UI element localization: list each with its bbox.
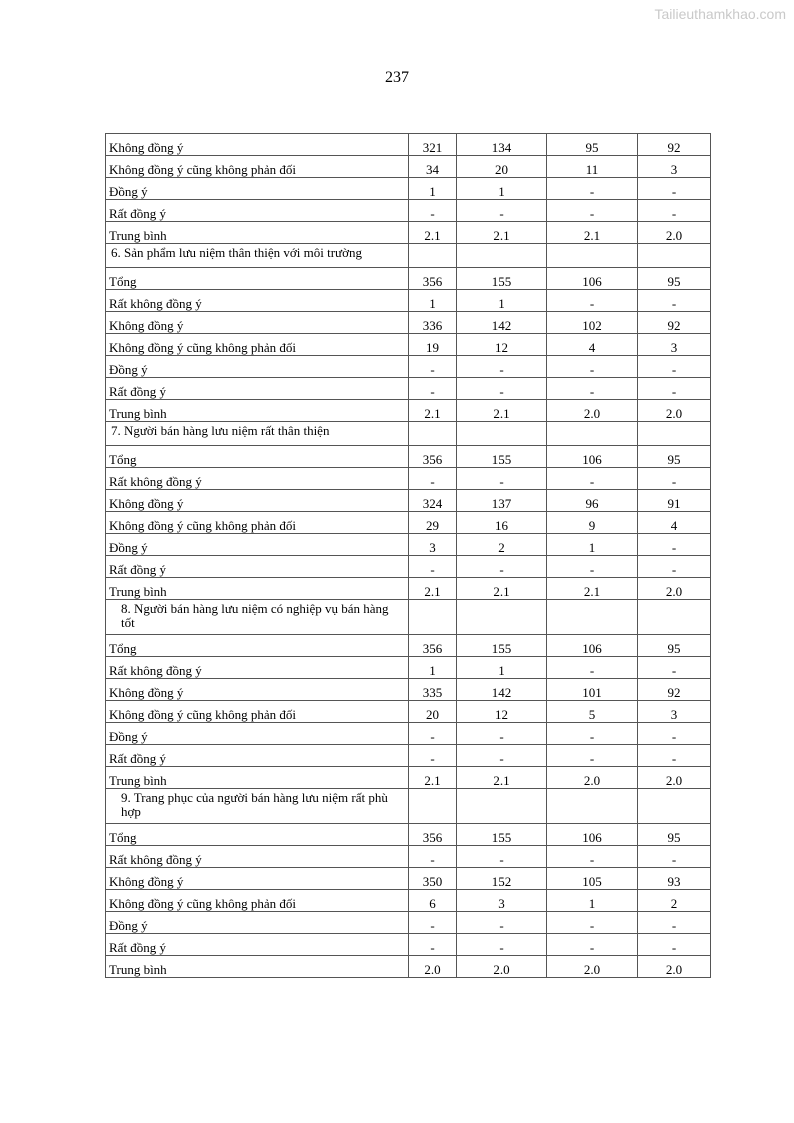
value-cell: 92 bbox=[638, 679, 711, 701]
empty-cell bbox=[547, 789, 638, 824]
empty-cell bbox=[547, 244, 638, 268]
value-cell: 92 bbox=[638, 134, 711, 156]
value-cell: 2 bbox=[457, 534, 547, 556]
value-cell: 106 bbox=[547, 635, 638, 657]
table-row bbox=[106, 134, 711, 156]
value-cell: - bbox=[547, 290, 638, 312]
row-label: Đồng ý bbox=[106, 534, 409, 556]
value-cell: 106 bbox=[547, 268, 638, 290]
value-cell: - bbox=[409, 378, 457, 400]
value-cell: - bbox=[457, 356, 547, 378]
row-label: Rất đồng ý bbox=[106, 934, 409, 956]
value-cell: 155 bbox=[457, 268, 547, 290]
value-cell: 4 bbox=[547, 334, 638, 356]
row-label: Tổng bbox=[106, 635, 409, 657]
table-row bbox=[106, 868, 711, 890]
value-cell: 105 bbox=[547, 868, 638, 890]
table-row bbox=[106, 268, 711, 290]
value-cell: 335 bbox=[409, 679, 457, 701]
row-label: Trung bình bbox=[106, 578, 409, 600]
table-row bbox=[106, 534, 711, 556]
value-cell: 95 bbox=[638, 635, 711, 657]
table-row bbox=[106, 745, 711, 767]
row-label: Trung bình bbox=[106, 956, 409, 978]
table-row bbox=[106, 635, 711, 657]
table-row bbox=[106, 400, 711, 422]
value-cell: 2.0 bbox=[638, 400, 711, 422]
value-cell: 106 bbox=[547, 824, 638, 846]
value-cell: - bbox=[409, 723, 457, 745]
table-row bbox=[106, 156, 711, 178]
value-cell: 155 bbox=[457, 446, 547, 468]
value-cell: 1 bbox=[457, 178, 547, 200]
table-row bbox=[106, 556, 711, 578]
empty-cell bbox=[638, 244, 711, 268]
value-cell: 2.0 bbox=[409, 956, 457, 978]
value-cell: 1 bbox=[409, 657, 457, 679]
value-cell: 1 bbox=[547, 890, 638, 912]
value-cell: 350 bbox=[409, 868, 457, 890]
value-cell: 11 bbox=[547, 156, 638, 178]
row-label: Đồng ý bbox=[106, 356, 409, 378]
value-cell: 3 bbox=[457, 890, 547, 912]
row-label: Rất đồng ý bbox=[106, 556, 409, 578]
empty-cell bbox=[547, 422, 638, 446]
row-label: Trung bình bbox=[106, 222, 409, 244]
value-cell: - bbox=[457, 468, 547, 490]
value-cell: 16 bbox=[457, 512, 547, 534]
value-cell: 155 bbox=[457, 824, 547, 846]
value-cell: - bbox=[638, 468, 711, 490]
row-label: Tổng bbox=[106, 268, 409, 290]
value-cell: - bbox=[457, 723, 547, 745]
row-label: Không đồng ý cũng không phản đối bbox=[106, 334, 409, 356]
table-row bbox=[106, 912, 711, 934]
value-cell: 137 bbox=[457, 490, 547, 512]
value-cell: 2.1 bbox=[547, 222, 638, 244]
value-cell: 2.1 bbox=[457, 578, 547, 600]
value-cell: 2.1 bbox=[409, 400, 457, 422]
value-cell: 95 bbox=[638, 268, 711, 290]
table-row bbox=[106, 846, 711, 868]
value-cell: - bbox=[547, 723, 638, 745]
value-cell: 95 bbox=[638, 824, 711, 846]
value-cell: 2.0 bbox=[638, 222, 711, 244]
row-label: Đồng ý bbox=[106, 178, 409, 200]
empty-cell bbox=[409, 789, 457, 824]
empty-cell bbox=[638, 600, 711, 635]
value-cell: 12 bbox=[457, 701, 547, 723]
value-cell: - bbox=[409, 200, 457, 222]
value-cell: 12 bbox=[457, 334, 547, 356]
table-row bbox=[106, 312, 711, 334]
value-cell: - bbox=[409, 745, 457, 767]
table-row bbox=[106, 701, 711, 723]
value-cell: - bbox=[547, 657, 638, 679]
survey-table bbox=[105, 133, 711, 978]
value-cell: 6 bbox=[409, 890, 457, 912]
empty-cell bbox=[409, 422, 457, 446]
row-label: Không đồng ý cũng không phản đối bbox=[106, 701, 409, 723]
value-cell: 324 bbox=[409, 490, 457, 512]
value-cell: 91 bbox=[638, 490, 711, 512]
value-cell: 321 bbox=[409, 134, 457, 156]
value-cell: - bbox=[547, 934, 638, 956]
value-cell: 2.1 bbox=[457, 222, 547, 244]
value-cell: 2.0 bbox=[547, 956, 638, 978]
row-label: Rất đồng ý bbox=[106, 200, 409, 222]
table-row bbox=[106, 890, 711, 912]
value-cell: - bbox=[547, 356, 638, 378]
page-number: 237 bbox=[385, 69, 409, 86]
value-cell: - bbox=[638, 657, 711, 679]
value-cell: - bbox=[409, 912, 457, 934]
value-cell: 2.0 bbox=[457, 956, 547, 978]
value-cell: 142 bbox=[457, 679, 547, 701]
value-cell: 152 bbox=[457, 868, 547, 890]
section-title: 9. Trang phục của người bán hàng lưu niệm rất phù hợp bbox=[106, 789, 409, 824]
table-row bbox=[106, 578, 711, 600]
row-label: Rất đồng ý bbox=[106, 378, 409, 400]
value-cell: 1 bbox=[457, 290, 547, 312]
value-cell: - bbox=[547, 912, 638, 934]
table-row bbox=[106, 723, 711, 745]
section-title: 7. Người bán hàng lưu niệm rất thân thiện bbox=[106, 422, 409, 446]
value-cell: 2.1 bbox=[409, 767, 457, 789]
row-label: Rất đồng ý bbox=[106, 745, 409, 767]
empty-cell bbox=[457, 600, 547, 635]
table-row bbox=[106, 178, 711, 200]
value-cell: 106 bbox=[547, 446, 638, 468]
value-cell: - bbox=[547, 556, 638, 578]
value-cell: 34 bbox=[409, 156, 457, 178]
row-label: Tổng bbox=[106, 446, 409, 468]
value-cell: 2.0 bbox=[638, 578, 711, 600]
value-cell: 155 bbox=[457, 635, 547, 657]
value-cell: 9 bbox=[547, 512, 638, 534]
table-row bbox=[106, 334, 711, 356]
value-cell: - bbox=[457, 200, 547, 222]
row-label: Không đồng ý bbox=[106, 312, 409, 334]
table-row bbox=[106, 679, 711, 701]
empty-cell bbox=[457, 422, 547, 446]
empty-cell bbox=[457, 789, 547, 824]
value-cell: 1 bbox=[547, 534, 638, 556]
value-cell: 2.0 bbox=[638, 956, 711, 978]
value-cell: 20 bbox=[457, 156, 547, 178]
table-row bbox=[106, 824, 711, 846]
row-label: Rất không đồng ý bbox=[106, 657, 409, 679]
value-cell: - bbox=[638, 912, 711, 934]
table-row bbox=[106, 290, 711, 312]
value-cell: 134 bbox=[457, 134, 547, 156]
value-cell: 1 bbox=[409, 178, 457, 200]
value-cell: - bbox=[457, 912, 547, 934]
section-title: 8. Người bán hàng lưu niệm có nghiệp vụ bán hàng tốt bbox=[106, 600, 409, 635]
row-label: Không đồng ý bbox=[106, 679, 409, 701]
value-cell: - bbox=[547, 846, 638, 868]
value-cell: 2.0 bbox=[547, 400, 638, 422]
section-header-row bbox=[106, 600, 711, 635]
value-cell: - bbox=[409, 468, 457, 490]
value-cell: 20 bbox=[409, 701, 457, 723]
value-cell: 1 bbox=[409, 290, 457, 312]
table-row bbox=[106, 934, 711, 956]
value-cell: - bbox=[638, 356, 711, 378]
row-label: Không đồng ý bbox=[106, 490, 409, 512]
value-cell: 2.0 bbox=[638, 767, 711, 789]
table-row bbox=[106, 490, 711, 512]
value-cell: - bbox=[547, 178, 638, 200]
value-cell: - bbox=[409, 934, 457, 956]
value-cell: - bbox=[547, 200, 638, 222]
table-row bbox=[106, 657, 711, 679]
table-row bbox=[106, 468, 711, 490]
table-row bbox=[106, 200, 711, 222]
value-cell: 2.1 bbox=[457, 767, 547, 789]
empty-cell bbox=[638, 422, 711, 446]
value-cell: 3 bbox=[409, 534, 457, 556]
value-cell: 1 bbox=[457, 657, 547, 679]
value-cell: 92 bbox=[638, 312, 711, 334]
value-cell: 93 bbox=[638, 868, 711, 890]
value-cell: 142 bbox=[457, 312, 547, 334]
value-cell: - bbox=[638, 378, 711, 400]
section-header-row bbox=[106, 422, 711, 446]
value-cell: - bbox=[638, 723, 711, 745]
table-row bbox=[106, 512, 711, 534]
table-row bbox=[106, 956, 711, 978]
watermark: Tailieuthamkhao.com bbox=[654, 6, 786, 22]
value-cell: 3 bbox=[638, 334, 711, 356]
value-cell: - bbox=[409, 356, 457, 378]
value-cell: 29 bbox=[409, 512, 457, 534]
value-cell: 95 bbox=[638, 446, 711, 468]
value-cell: - bbox=[638, 745, 711, 767]
value-cell: - bbox=[638, 556, 711, 578]
value-cell: 356 bbox=[409, 446, 457, 468]
value-cell: - bbox=[638, 846, 711, 868]
value-cell: 2.1 bbox=[409, 578, 457, 600]
empty-cell bbox=[457, 244, 547, 268]
value-cell: 2.0 bbox=[547, 767, 638, 789]
value-cell: - bbox=[638, 200, 711, 222]
row-label: Tổng bbox=[106, 824, 409, 846]
value-cell: - bbox=[638, 290, 711, 312]
value-cell: 356 bbox=[409, 635, 457, 657]
survey-table-body bbox=[106, 134, 711, 978]
value-cell: - bbox=[457, 378, 547, 400]
value-cell: - bbox=[457, 745, 547, 767]
value-cell: 336 bbox=[409, 312, 457, 334]
row-label: Đồng ý bbox=[106, 723, 409, 745]
value-cell: 356 bbox=[409, 824, 457, 846]
row-label: Không đồng ý bbox=[106, 134, 409, 156]
value-cell: 2 bbox=[638, 890, 711, 912]
table-row bbox=[106, 222, 711, 244]
row-label: Rất không đồng ý bbox=[106, 846, 409, 868]
value-cell: 101 bbox=[547, 679, 638, 701]
empty-cell bbox=[409, 600, 457, 635]
row-label: Không đồng ý cũng không phản đối bbox=[106, 156, 409, 178]
value-cell: 2.1 bbox=[547, 578, 638, 600]
value-cell: 3 bbox=[638, 156, 711, 178]
table-row bbox=[106, 446, 711, 468]
table-row bbox=[106, 767, 711, 789]
row-label: Không đồng ý bbox=[106, 868, 409, 890]
row-label: Không đồng ý cũng không phản đối bbox=[106, 512, 409, 534]
value-cell: 95 bbox=[547, 134, 638, 156]
value-cell: - bbox=[547, 378, 638, 400]
value-cell: 96 bbox=[547, 490, 638, 512]
row-label: Không đồng ý cũng không phản đối bbox=[106, 890, 409, 912]
row-label: Đồng ý bbox=[106, 912, 409, 934]
table-row bbox=[106, 378, 711, 400]
empty-cell bbox=[547, 600, 638, 635]
value-cell: 4 bbox=[638, 512, 711, 534]
value-cell: 2.1 bbox=[409, 222, 457, 244]
section-header-row bbox=[106, 789, 711, 824]
value-cell: - bbox=[638, 534, 711, 556]
table-row bbox=[106, 356, 711, 378]
value-cell: 356 bbox=[409, 268, 457, 290]
value-cell: - bbox=[409, 556, 457, 578]
section-header-row bbox=[106, 244, 711, 268]
value-cell: - bbox=[457, 934, 547, 956]
empty-cell bbox=[409, 244, 457, 268]
value-cell: - bbox=[547, 745, 638, 767]
row-label: Trung bình bbox=[106, 400, 409, 422]
value-cell: - bbox=[457, 556, 547, 578]
value-cell: 19 bbox=[409, 334, 457, 356]
section-title: 6. Sản phẩm lưu niệm thân thiện với môi trường bbox=[106, 244, 409, 268]
value-cell: 3 bbox=[638, 701, 711, 723]
value-cell: 2.1 bbox=[457, 400, 547, 422]
row-label: Rất không đồng ý bbox=[106, 468, 409, 490]
value-cell: 102 bbox=[547, 312, 638, 334]
value-cell: - bbox=[457, 846, 547, 868]
value-cell: - bbox=[638, 178, 711, 200]
value-cell: - bbox=[638, 934, 711, 956]
empty-cell bbox=[638, 789, 711, 824]
value-cell: - bbox=[547, 468, 638, 490]
value-cell: - bbox=[409, 846, 457, 868]
row-label: Rất không đồng ý bbox=[106, 290, 409, 312]
row-label: Trung bình bbox=[106, 767, 409, 789]
value-cell: 5 bbox=[547, 701, 638, 723]
